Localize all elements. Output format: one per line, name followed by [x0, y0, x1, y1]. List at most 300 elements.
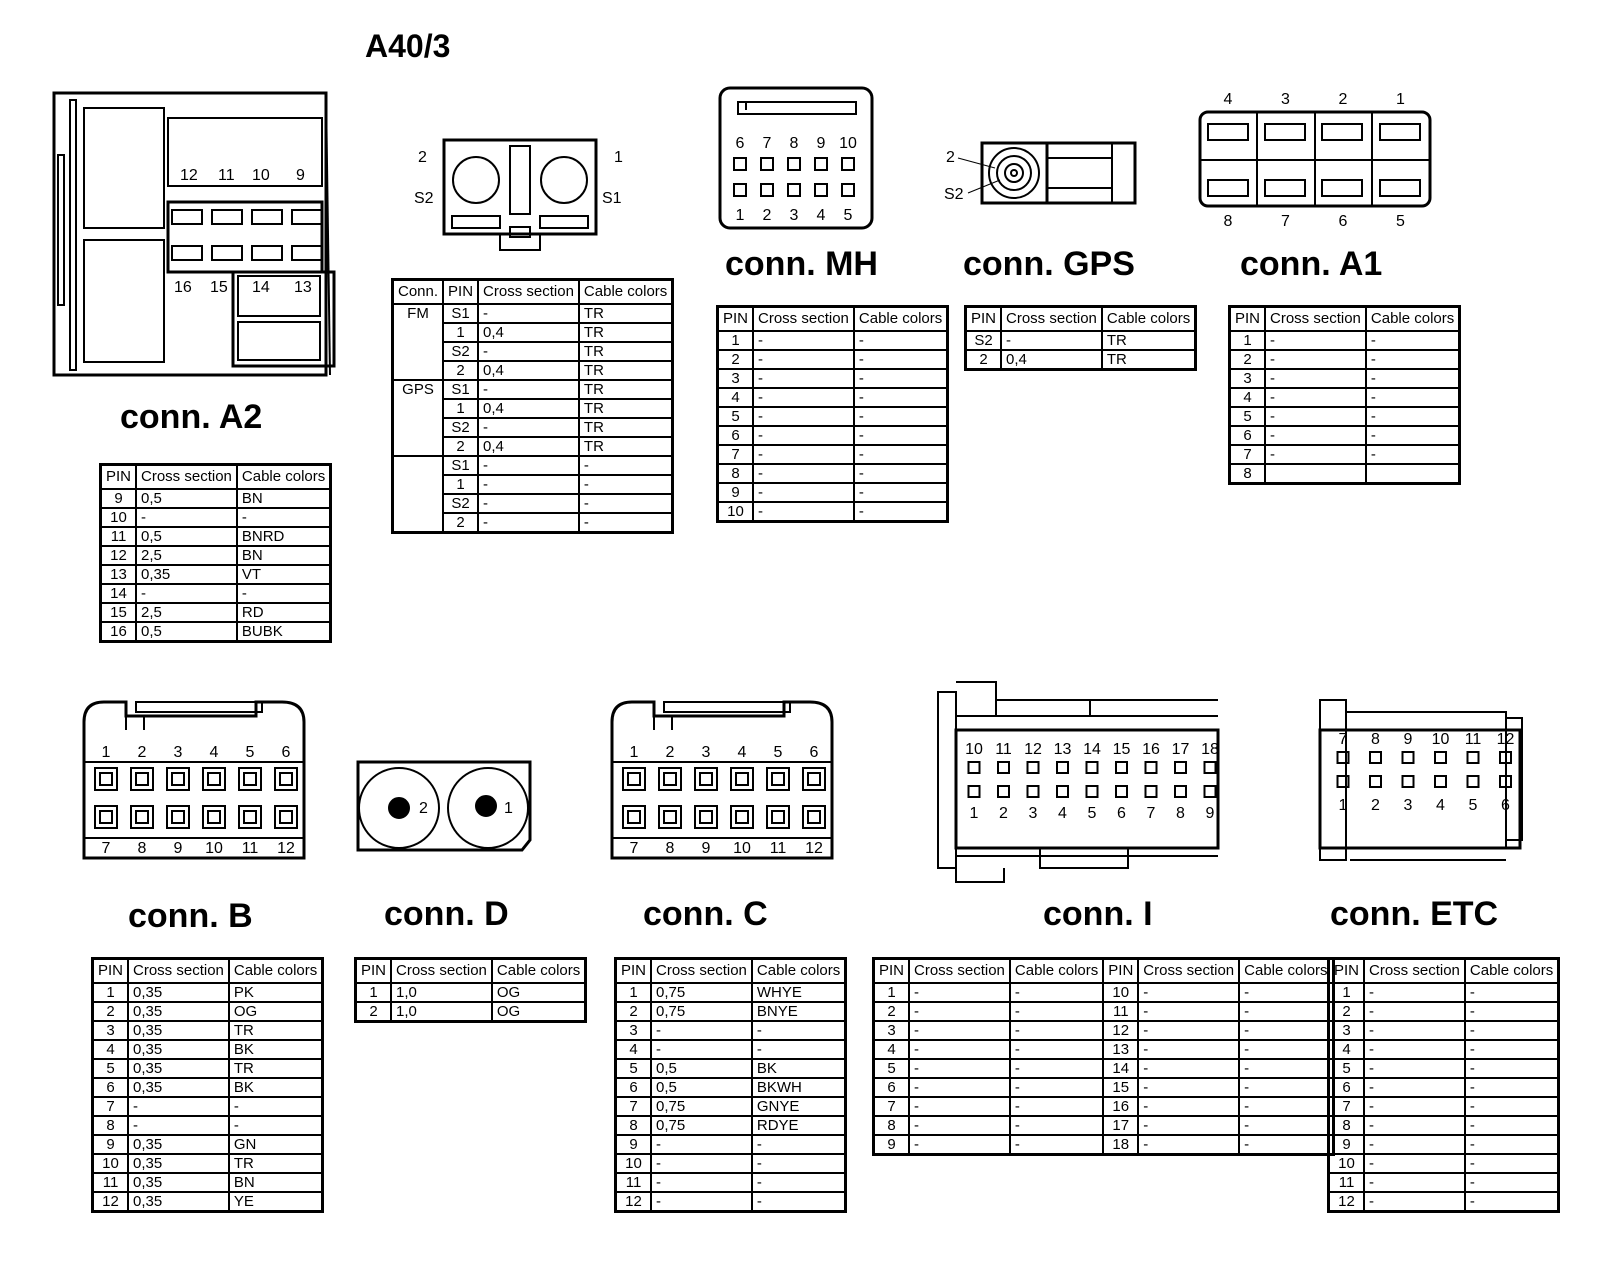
pin-label: 4: [816, 207, 826, 224]
table-row: [718, 426, 948, 445]
cable-color-cell: TR: [1102, 350, 1196, 370]
conn-mh-title: conn. MH: [725, 245, 878, 283]
cable-color-cell: -: [1239, 1078, 1333, 1097]
pin-inner: [808, 773, 820, 785]
header-row: [966, 307, 1196, 332]
table-row: [93, 1097, 323, 1116]
pin-header: PIN: [101, 465, 137, 490]
cable-color-cell: BK: [229, 1040, 323, 1059]
cross-section-cell: -: [753, 464, 854, 483]
cross-section-cell: -: [478, 380, 579, 399]
cable-color-cell: YE: [229, 1192, 323, 1212]
pin-label: 1: [629, 744, 639, 761]
cable-color-cell: -: [1465, 1078, 1559, 1097]
table-row: [93, 1116, 323, 1135]
cross-section-cell: -: [651, 1192, 752, 1212]
table-row: [616, 1002, 846, 1021]
pin-cell: 2: [93, 1002, 129, 1021]
pin-cell: 9: [1329, 1135, 1365, 1154]
cross-section-cell: -: [753, 350, 854, 369]
pin-inner: [244, 773, 256, 785]
pin-cell: 9: [718, 483, 754, 502]
pin-cell: 3: [93, 1021, 129, 1040]
cross-section-cell: 0,4: [478, 323, 579, 342]
header-row: [393, 280, 673, 305]
pin-label: 12: [805, 840, 823, 857]
cross-section-cell: -: [1001, 331, 1102, 350]
pin-square: [167, 768, 189, 790]
conn-mh-table: [716, 305, 949, 523]
conn-c-title: conn. C: [643, 895, 768, 933]
pin-label: 2: [665, 744, 675, 761]
cross-section-cell: -: [1265, 445, 1366, 464]
cable-color-cell: -: [1239, 1002, 1333, 1021]
pin-label: 8: [1223, 213, 1233, 230]
cross-section-header: Cross section: [1364, 959, 1465, 984]
table-row: [616, 1078, 846, 1097]
table-row: [101, 622, 331, 642]
conn-a2-drawing: [54, 93, 334, 375]
pin-label: 5: [1087, 805, 1097, 822]
cross-section-cell: -: [128, 1116, 229, 1135]
cable-color-cell: -: [1465, 1002, 1559, 1021]
pin-square: [167, 806, 189, 828]
pin-square: [239, 768, 261, 790]
table-row: [718, 445, 948, 464]
table-row: [718, 464, 948, 483]
pin-cell: 12: [616, 1192, 652, 1212]
pin-square: [1116, 786, 1127, 797]
pin-cell: S1: [443, 380, 478, 399]
conn-gps-labels: [944, 149, 964, 203]
pin-header: PIN: [1103, 959, 1138, 984]
cross-section-header: Cross section: [391, 959, 492, 984]
table-row: [93, 1135, 323, 1154]
pin-header: PIN: [718, 307, 754, 332]
pin-inner: [100, 811, 112, 823]
pin-cell: 2: [718, 350, 754, 369]
cross-section-cell: -: [651, 1021, 752, 1040]
cross-section-cell: -: [478, 475, 579, 494]
pin-header: PIN: [1230, 307, 1266, 332]
cable-color-cell: -: [1239, 1116, 1333, 1135]
pin-label: 9: [173, 840, 183, 857]
cross-section-cell: -: [909, 1021, 1010, 1040]
pin-label: 5: [773, 744, 783, 761]
cross-section-cell: -: [1138, 1059, 1239, 1078]
pin-square: [767, 768, 789, 790]
pin-square: [659, 768, 681, 790]
pin-cell: 9: [874, 1135, 910, 1155]
cable-color-cell: TR: [579, 304, 673, 323]
pin-label: 4: [1058, 805, 1067, 822]
pin-label: 11: [1464, 731, 1482, 748]
cross-section-cell: -: [1364, 1192, 1465, 1212]
pin-square: [275, 768, 297, 790]
table-row: [1329, 1021, 1559, 1040]
pin-cell: 2: [356, 1002, 392, 1022]
cross-section-cell: 0,35: [128, 1173, 229, 1192]
cable-color-cell: WHYE: [752, 983, 846, 1002]
table-row: [1230, 426, 1460, 445]
cable-color-cell: OG: [229, 1002, 323, 1021]
cable-color-cell: -: [1465, 1097, 1559, 1116]
cross-section-cell: 0,5: [651, 1078, 752, 1097]
pin-header: PIN: [874, 959, 910, 984]
pin-cell: 10: [1329, 1154, 1365, 1173]
cable-color-cell: -: [752, 1135, 846, 1154]
pin-cell: 1: [443, 475, 478, 494]
pin-header: PIN: [616, 959, 652, 984]
pin-square: [623, 806, 645, 828]
cable-color-cell: -: [1010, 1097, 1103, 1116]
cable-color-cell: -: [1366, 388, 1460, 407]
table-row: [616, 1040, 846, 1059]
cross-section-cell: -: [909, 1116, 1010, 1135]
header-row: [1230, 307, 1460, 332]
cable-color-cell: -: [854, 464, 948, 483]
conn-i-drawing: [938, 682, 1218, 882]
cable-colors-header: Cable colors: [1366, 307, 1460, 332]
cable-color-cell: -: [1465, 1021, 1559, 1040]
pin-square: [1175, 762, 1186, 773]
pin-cell: 14: [1103, 1059, 1138, 1078]
cable-color-cell: -: [579, 456, 673, 475]
pin-label: 8: [137, 840, 147, 857]
conn-a1-title: conn. A1: [1240, 245, 1383, 283]
antenna-label: S2: [414, 190, 434, 207]
pin-square: [275, 806, 297, 828]
cross-section-cell: 0,4: [478, 437, 579, 456]
pin-square: [1175, 786, 1186, 797]
cross-section-cell: 0,35: [128, 1040, 229, 1059]
table-row: [616, 1192, 846, 1212]
pin-cell: 1: [93, 983, 129, 1002]
cable-colors-header: Cable colors: [1465, 959, 1559, 984]
cross-section-cell: -: [1138, 1021, 1239, 1040]
pin-square: [761, 184, 773, 196]
cable-color-cell: -: [854, 445, 948, 464]
table-row: [616, 1059, 846, 1078]
pin-square: [131, 768, 153, 790]
pin-label: 10: [733, 840, 751, 857]
cross-section-cell: -: [478, 342, 579, 361]
pin-inner: [772, 773, 784, 785]
pin-cell: 1: [616, 983, 652, 1002]
cable-color-cell: -: [752, 1021, 846, 1040]
cross-section-cell: -: [651, 1135, 752, 1154]
pin-square: [1146, 786, 1157, 797]
table-row: [718, 350, 948, 369]
a2-label: 9: [296, 167, 305, 184]
conn-etc-table: [1327, 957, 1560, 1213]
pin-cell: 6: [1329, 1078, 1365, 1097]
pin-label: 13: [1053, 741, 1072, 758]
cable-color-cell: TR: [1102, 331, 1196, 350]
cable-color-cell: -: [854, 407, 948, 426]
cross-section-cell: -: [478, 513, 579, 533]
pin-inner: [628, 811, 640, 823]
cross-section-cell: -: [909, 1078, 1010, 1097]
cable-color-cell: -: [1366, 350, 1460, 369]
cable-color-cell: -: [1465, 1135, 1559, 1154]
pin-cell: 17: [1103, 1116, 1138, 1135]
pin-square: [788, 184, 800, 196]
table-row: [874, 1059, 1334, 1078]
pin-label: 12: [1496, 731, 1515, 748]
pin-cell: 8: [874, 1116, 910, 1135]
pin-label: 6: [809, 744, 819, 761]
cross-section-cell: -: [1364, 1059, 1465, 1078]
table-row: [874, 1040, 1334, 1059]
pin-square: [1435, 776, 1446, 787]
cross-section-cell: -: [1364, 1116, 1465, 1135]
pin-label: 5: [245, 744, 255, 761]
cable-color-cell: -: [229, 1097, 323, 1116]
pin-cell: 15: [101, 603, 137, 622]
table-row: [616, 1021, 846, 1040]
table-row: [1329, 1078, 1559, 1097]
cable-color-cell: -: [1465, 1192, 1559, 1212]
page-title: A40/3: [365, 28, 451, 64]
pin-square: [1370, 752, 1381, 763]
pin-cell: 4: [1329, 1040, 1365, 1059]
pin-square: [203, 768, 225, 790]
cross-section-cell: 0,5: [136, 622, 237, 642]
conn-a2-title: conn. A2: [120, 398, 263, 436]
cross-section-cell: 0,35: [136, 565, 237, 584]
pin-inner: [136, 773, 148, 785]
pin-label: 1: [1396, 91, 1405, 108]
pin-label: 7: [1281, 213, 1290, 230]
table-row: [101, 546, 331, 565]
pin-cell: S2: [966, 331, 1002, 350]
cross-section-cell: 0,4: [478, 399, 579, 418]
cable-color-cell: BNRD: [237, 527, 331, 546]
cable-color-cell: BN: [229, 1173, 323, 1192]
pin-square: [767, 806, 789, 828]
pin-inner: [700, 773, 712, 785]
pin-label: 4: [1223, 91, 1233, 108]
pin-cell: 18: [1103, 1135, 1138, 1155]
table-row: [1329, 1192, 1559, 1212]
table-row: [356, 1002, 586, 1022]
cable-color-cell: -: [1465, 1059, 1559, 1078]
pin-header: PIN: [966, 307, 1002, 332]
pin-cell: 2: [1329, 1002, 1365, 1021]
pin-cell: 16: [101, 622, 137, 642]
cross-section-cell: 0,5: [136, 489, 237, 508]
pin-square: [731, 806, 753, 828]
cable-color-cell: BKWH: [752, 1078, 846, 1097]
pin-label: 17: [1171, 741, 1190, 758]
pin-label: 6: [1501, 797, 1510, 814]
pin-cell: 7: [93, 1097, 129, 1116]
pin-square: [1435, 752, 1446, 763]
pin-inner: [808, 811, 820, 823]
cable-color-cell: -: [1239, 983, 1333, 1002]
conn-antenna-table: [391, 278, 674, 534]
cable-color-cell: -: [854, 331, 948, 350]
pin-cell: S2: [443, 342, 478, 361]
table-row: [93, 1173, 323, 1192]
pin-label: 7: [762, 135, 772, 152]
cross-section-cell: 0,35: [128, 983, 229, 1002]
pin-square: [815, 158, 827, 170]
conn-gps-drawing: [958, 143, 1135, 203]
d-label: 1: [504, 800, 513, 817]
pin-cell: 6: [718, 426, 754, 445]
table-row: [101, 584, 331, 603]
pin-inner: [664, 773, 676, 785]
pin-label: 10: [205, 840, 223, 857]
cable-color-cell: GN: [229, 1135, 323, 1154]
cross-section-cell: -: [128, 1097, 229, 1116]
pin-cell: 16: [1103, 1097, 1138, 1116]
table-row: [718, 388, 948, 407]
conn-b-title: conn. B: [128, 897, 253, 935]
cable-color-cell: -: [1366, 445, 1460, 464]
table-row: [101, 508, 331, 527]
pin-square: [1468, 752, 1479, 763]
pin-label: 11: [769, 840, 787, 857]
cross-section-cell: -: [753, 426, 854, 445]
pin-label: 4: [209, 744, 219, 761]
conn-etc-pins: [1338, 731, 1515, 814]
a2-label: 12: [180, 167, 198, 184]
pin-cell: 15: [1103, 1078, 1138, 1097]
table-row: [1329, 1097, 1559, 1116]
table-row: [616, 1116, 846, 1135]
table-row: [1329, 983, 1559, 1002]
pin-label: 16: [1142, 741, 1160, 758]
cable-color-cell: -: [1010, 1078, 1103, 1097]
cable-colors-header: Cable colors: [1102, 307, 1196, 332]
table-row: [718, 369, 948, 388]
pin-square: [803, 806, 825, 828]
cross-section-cell: -: [1265, 388, 1366, 407]
pin-square: [1205, 786, 1216, 797]
pin-square: [969, 762, 980, 773]
cross-section-cell: -: [1138, 1002, 1239, 1021]
cross-section-cell: 0,35: [128, 1135, 229, 1154]
cross-section-cell: 0,75: [651, 1116, 752, 1135]
table-row: [616, 1135, 846, 1154]
cross-section-cell: 0,5: [651, 1059, 752, 1078]
cross-section-header: Cross section: [136, 465, 237, 490]
pin-label: 15: [1112, 741, 1131, 758]
cross-section-cell: -: [1364, 1135, 1465, 1154]
table-row: [101, 603, 331, 622]
cable-color-cell: -: [1366, 426, 1460, 445]
cable-color-cell: BUBK: [237, 622, 331, 642]
cross-section-cell: -: [753, 483, 854, 502]
cross-section-cell: -: [1265, 350, 1366, 369]
table-row: [616, 983, 846, 1002]
cable-color-cell: -: [1465, 1116, 1559, 1135]
pin-square: [788, 158, 800, 170]
cross-section-cell: -: [753, 331, 854, 350]
cable-color-cell: -: [237, 508, 331, 527]
cable-color-cell: -: [752, 1040, 846, 1059]
table-row: [718, 483, 948, 502]
pin-label: 9: [1205, 805, 1215, 822]
pin-label: 2: [762, 207, 772, 224]
pin-cell: 11: [616, 1173, 652, 1192]
gps-label: 2: [946, 149, 955, 166]
pin-square: [239, 806, 261, 828]
pin-cell: 10: [718, 502, 754, 522]
table-row: [1230, 331, 1460, 350]
pin-cell: 8: [616, 1116, 652, 1135]
header-row: [874, 959, 1334, 984]
cross-section-cell: -: [478, 304, 579, 323]
pin-square: [659, 806, 681, 828]
pin-inner: [628, 773, 640, 785]
cable-color-cell: TR: [579, 380, 673, 399]
pin-square: [761, 158, 773, 170]
cable-color-cell: -: [1366, 369, 1460, 388]
pin-cell: 12: [1329, 1192, 1365, 1212]
pin-square: [842, 184, 854, 196]
cross-section-header: Cross section: [1001, 307, 1102, 332]
pin-label: 12: [277, 840, 295, 857]
pin-cell: 8: [718, 464, 754, 483]
cross-section-cell: 0,75: [651, 1097, 752, 1116]
pin-cell: 6: [616, 1078, 652, 1097]
pin-cell: 1: [1230, 331, 1266, 350]
pin-square: [998, 786, 1009, 797]
cable-color-cell: BN: [237, 546, 331, 565]
pin-cell: S1: [443, 304, 478, 323]
cross-section-cell: -: [651, 1040, 752, 1059]
cable-colors-header: Cable colors: [229, 959, 323, 984]
pin-cell: 10: [616, 1154, 652, 1173]
cable-color-cell: -: [1465, 1173, 1559, 1192]
cable-color-cell: -: [854, 369, 948, 388]
pin-label: 3: [173, 744, 183, 761]
cross-section-cell: -: [1364, 1002, 1465, 1021]
pin-square: [203, 806, 225, 828]
conn-c-table: [614, 957, 847, 1213]
cable-color-cell: -: [854, 502, 948, 522]
conn-d-labels: [419, 800, 513, 817]
pin-cell: 5: [1329, 1059, 1365, 1078]
cable-color-cell: -: [1010, 1021, 1103, 1040]
pin-label: 1: [735, 207, 745, 224]
pin-cell: 7: [616, 1097, 652, 1116]
table-row: [874, 983, 1334, 1002]
cross-section-header: Cross section: [1138, 959, 1239, 984]
cable-color-cell: OG: [492, 983, 586, 1002]
pin-inner: [700, 811, 712, 823]
pin-cell: 11: [101, 527, 137, 546]
cross-section-cell: -: [478, 494, 579, 513]
pin-cell: 14: [101, 584, 137, 603]
cable-color-cell: -: [1010, 1040, 1103, 1059]
pin-inner: [136, 811, 148, 823]
pin-label: 1: [1338, 797, 1348, 814]
pin-label: 10: [839, 135, 857, 152]
pin-cell: 4: [874, 1040, 910, 1059]
cable-color-cell: -: [579, 513, 673, 533]
cable-color-cell: BK: [229, 1078, 323, 1097]
pin-cell: 1: [356, 983, 392, 1002]
cable-color-cell: -: [854, 426, 948, 445]
conn-a2-table: [99, 463, 332, 643]
pin-square: [815, 184, 827, 196]
pin-square: [969, 786, 980, 797]
